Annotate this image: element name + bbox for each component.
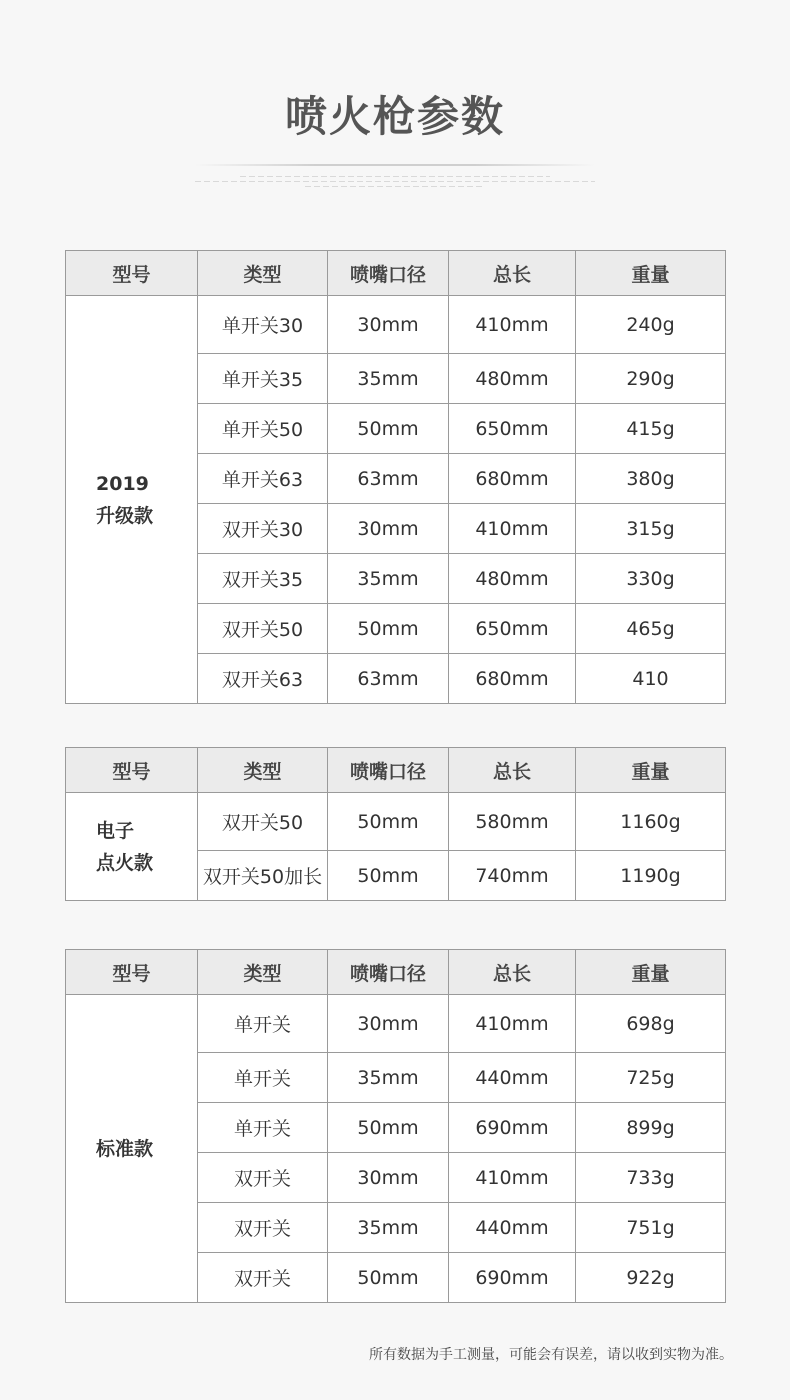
type-cell: 单开关63: [198, 454, 328, 504]
footnote: 所有数据为手工测量，可能会有误差，请以收到实物为准。: [369, 1347, 733, 1363]
model-group-cell: [66, 296, 198, 704]
type-cell: 双开关: [198, 1203, 328, 1253]
nozzle-cell: 30mm: [328, 504, 449, 554]
type-cell: 双开关: [198, 1153, 328, 1203]
model-group-line2: 点火款: [96, 851, 154, 874]
weight-cell: 698g: [576, 995, 726, 1053]
type-cell: 双开关50: [198, 793, 328, 851]
weight-cell: 922g: [576, 1253, 726, 1303]
length-cell: 480mm: [449, 354, 576, 404]
weight-cell: 1160g: [576, 793, 726, 851]
header-type: 类型: [198, 251, 328, 296]
page-title: 喷火枪参数: [284, 92, 505, 141]
spec-table-electronic: [65, 747, 726, 901]
type-cell: 双开关: [198, 1253, 328, 1303]
length-cell: 690mm: [449, 1103, 576, 1153]
model-group-line2: 升级款: [96, 504, 154, 527]
length-cell: 440mm: [449, 1053, 576, 1103]
nozzle-cell: 50mm: [328, 851, 449, 901]
weight-cell: 290g: [576, 354, 726, 404]
header-model: 型号: [66, 251, 198, 296]
model-group-cell: [66, 793, 198, 901]
type-cell: 双开关50: [198, 604, 328, 654]
title-divider: [195, 164, 595, 166]
nozzle-cell: 35mm: [328, 1203, 449, 1253]
length-cell: 410mm: [449, 296, 576, 354]
spec-table-standard: [65, 949, 726, 1303]
nozzle-cell: 63mm: [328, 654, 449, 704]
decorative-faint-text: [190, 176, 600, 191]
nozzle-cell: 50mm: [328, 1103, 449, 1153]
table-row: [66, 995, 726, 1053]
length-cell: 480mm: [449, 554, 576, 604]
weight-cell: 410: [576, 654, 726, 704]
header-length: 总长: [449, 251, 576, 296]
table-header-row: [66, 251, 726, 296]
type-cell: 单开关50: [198, 404, 328, 454]
length-cell: 740mm: [449, 851, 576, 901]
type-cell: 单开关: [198, 995, 328, 1053]
weight-cell: 465g: [576, 604, 726, 654]
type-cell: 单开关30: [198, 296, 328, 354]
nozzle-cell: 50mm: [328, 404, 449, 454]
weight-cell: 315g: [576, 504, 726, 554]
length-cell: 440mm: [449, 1203, 576, 1253]
nozzle-cell: 30mm: [328, 995, 449, 1053]
header-type: 类型: [198, 748, 328, 793]
type-cell: 单开关: [198, 1103, 328, 1153]
header-length: 总长: [449, 748, 576, 793]
table-header-row: [66, 950, 726, 995]
length-cell: 680mm: [449, 654, 576, 704]
nozzle-cell: 30mm: [328, 296, 449, 354]
weight-cell: 725g: [576, 1053, 726, 1103]
header-model: 型号: [66, 950, 198, 995]
length-cell: 410mm: [449, 504, 576, 554]
length-cell: 580mm: [449, 793, 576, 851]
header-nozzle: 喷嘴口径: [328, 251, 449, 296]
table-row: [66, 793, 726, 851]
table-header-row: [66, 748, 726, 793]
nozzle-cell: 50mm: [328, 604, 449, 654]
header-model: 型号: [66, 748, 198, 793]
table-row: [66, 296, 726, 354]
header-length: 总长: [449, 950, 576, 995]
nozzle-cell: 50mm: [328, 1253, 449, 1303]
model-group-cell: [66, 995, 198, 1303]
header-nozzle: 喷嘴口径: [328, 748, 449, 793]
header-nozzle: 喷嘴口径: [328, 950, 449, 995]
nozzle-cell: 35mm: [328, 354, 449, 404]
weight-cell: 751g: [576, 1203, 726, 1253]
model-group-line1: 标准款: [96, 1137, 154, 1160]
length-cell: 650mm: [449, 404, 576, 454]
nozzle-cell: 63mm: [328, 454, 449, 504]
length-cell: 680mm: [449, 454, 576, 504]
weight-cell: 733g: [576, 1153, 726, 1203]
header-weight: 重量: [576, 251, 726, 296]
weight-cell: 240g: [576, 296, 726, 354]
type-cell: 单开关: [198, 1053, 328, 1103]
length-cell: 410mm: [449, 995, 576, 1053]
weight-cell: 380g: [576, 454, 726, 504]
weight-cell: 330g: [576, 554, 726, 604]
length-cell: 410mm: [449, 1153, 576, 1203]
nozzle-cell: 35mm: [328, 1053, 449, 1103]
nozzle-cell: 35mm: [328, 554, 449, 604]
header-type: 类型: [198, 950, 328, 995]
type-cell: 双开关63: [198, 654, 328, 704]
header-weight: 重量: [576, 748, 726, 793]
model-group-line1: 2019: [96, 472, 149, 495]
type-cell: 双开关35: [198, 554, 328, 604]
nozzle-cell: 30mm: [328, 1153, 449, 1203]
type-cell: 单开关35: [198, 354, 328, 404]
nozzle-cell: 50mm: [328, 793, 449, 851]
header-weight: 重量: [576, 950, 726, 995]
type-cell: 双开关50加长: [198, 851, 328, 901]
spec-table-upgrade: [65, 250, 726, 704]
type-cell: 双开关30: [198, 504, 328, 554]
weight-cell: 899g: [576, 1103, 726, 1153]
weight-cell: 415g: [576, 404, 726, 454]
length-cell: 690mm: [449, 1253, 576, 1303]
model-group-line1: 电子: [96, 819, 135, 842]
length-cell: 650mm: [449, 604, 576, 654]
weight-cell: 1190g: [576, 851, 726, 901]
